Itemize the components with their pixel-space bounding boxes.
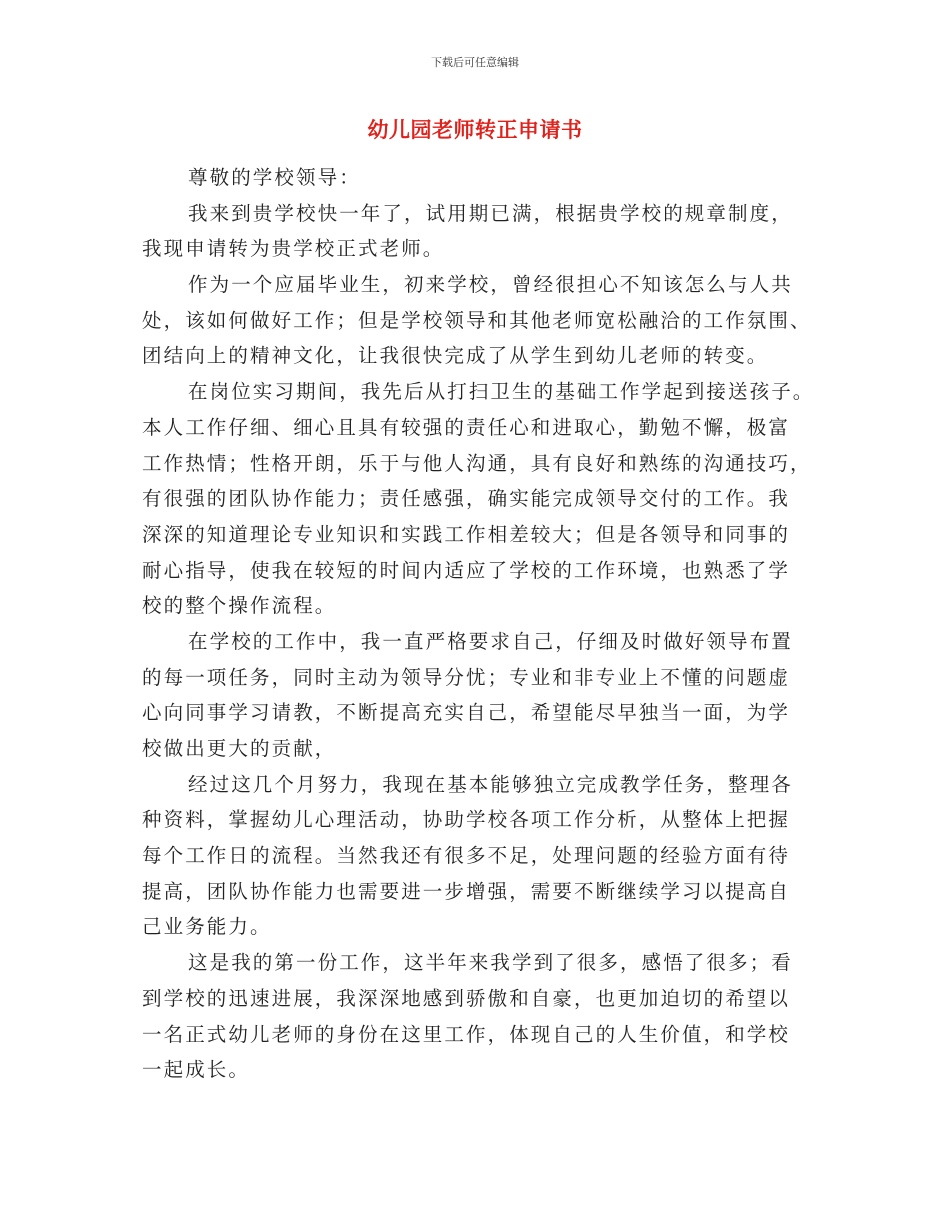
text-line: 己业务能力。 (142, 915, 272, 939)
text-line: 这是我的第一份工作，这半年来我学到了很多，感悟了很多；看 (188, 951, 793, 975)
text-line: 本人工作仔细、细心且具有较强的责任心和进取心，勤勉不懈，极富 (142, 415, 791, 439)
page-header-note: 下载后可任意编辑 (431, 56, 519, 69)
text-line: 深深的知道理论专业知识和实践工作相差较大；但是各领导和同事的 (142, 522, 791, 546)
text-line: 在学校的工作中，我一直严格要求自己，仔细及时做好领导布置 (188, 629, 793, 653)
text-line: 每个工作日的流程。当然我还有很多不足，处理问题的经验方面有待 (142, 844, 791, 868)
salutation-line: 尊敬的学校领导： (188, 166, 361, 189)
text-line: 一名正式幼儿老师的身份在这里工作，体现自己的人生价值，和学校 (142, 1022, 791, 1046)
text-line: 的每一项任务，同时主动为领导分忧；专业和非专业上不懂的问题虚 (142, 665, 791, 689)
text-line: 我现申请转为贵学校正式老师。 (142, 237, 445, 261)
text-line: 我来到贵学校快一年了，试用期已满，根据贵学校的规章制度， (188, 201, 793, 225)
document-title: 幼儿园老师转正申请书 (367, 118, 583, 142)
text-line: 校做出更大的贡献， (142, 737, 337, 760)
text-line: 经过这几个月努力，我现在基本能够独立完成教学任务，整理各 (188, 772, 793, 796)
text-line: 作为一个应届毕业生，初来学校，曾经很担心不知该怎么与人共 (188, 273, 793, 297)
text-line: 种资料，掌握幼儿心理活动，协助学校各项工作分析，从整体上把握 (142, 808, 791, 832)
text-line: 耐心指导，使我在较短的时间内适应了学校的工作环境，也熟悉了学 (142, 558, 791, 582)
text-line: 到学校的迅速进展，我深深地感到骄傲和自豪，也更加迫切的希望以 (142, 986, 791, 1010)
text-line: 校的整个操作流程。 (142, 594, 337, 618)
text-line: 有很强的团队协作能力；责任感强，确实能完成领导交付的工作。我 (142, 487, 791, 511)
text-line: 心向同事学习请教，不断提高充实自己，希望能尽早独当一面，为学 (142, 701, 791, 725)
text-line: 团结向上的精神文化，让我很快完成了从学生到幼儿老师的转变。 (142, 344, 769, 368)
letter-body (142, 160, 814, 1088)
text-line: 提高，团队协作能力也需要进一步增强，需要不断继续学习以提高自 (142, 879, 791, 903)
text-line: 一起成长。 (142, 1058, 251, 1082)
text-line: 工作热情；性格开朗，乐于与他人沟通，具有良好和熟练的沟通技巧， (142, 451, 812, 475)
text-line: 处，该如何做好工作；但是学校领导和其他老师宽松融洽的工作氛围、 (142, 308, 812, 332)
text-line: 在岗位实习期间，我先后从打扫卫生的基础工作学起到接送孩子。 (188, 380, 815, 404)
